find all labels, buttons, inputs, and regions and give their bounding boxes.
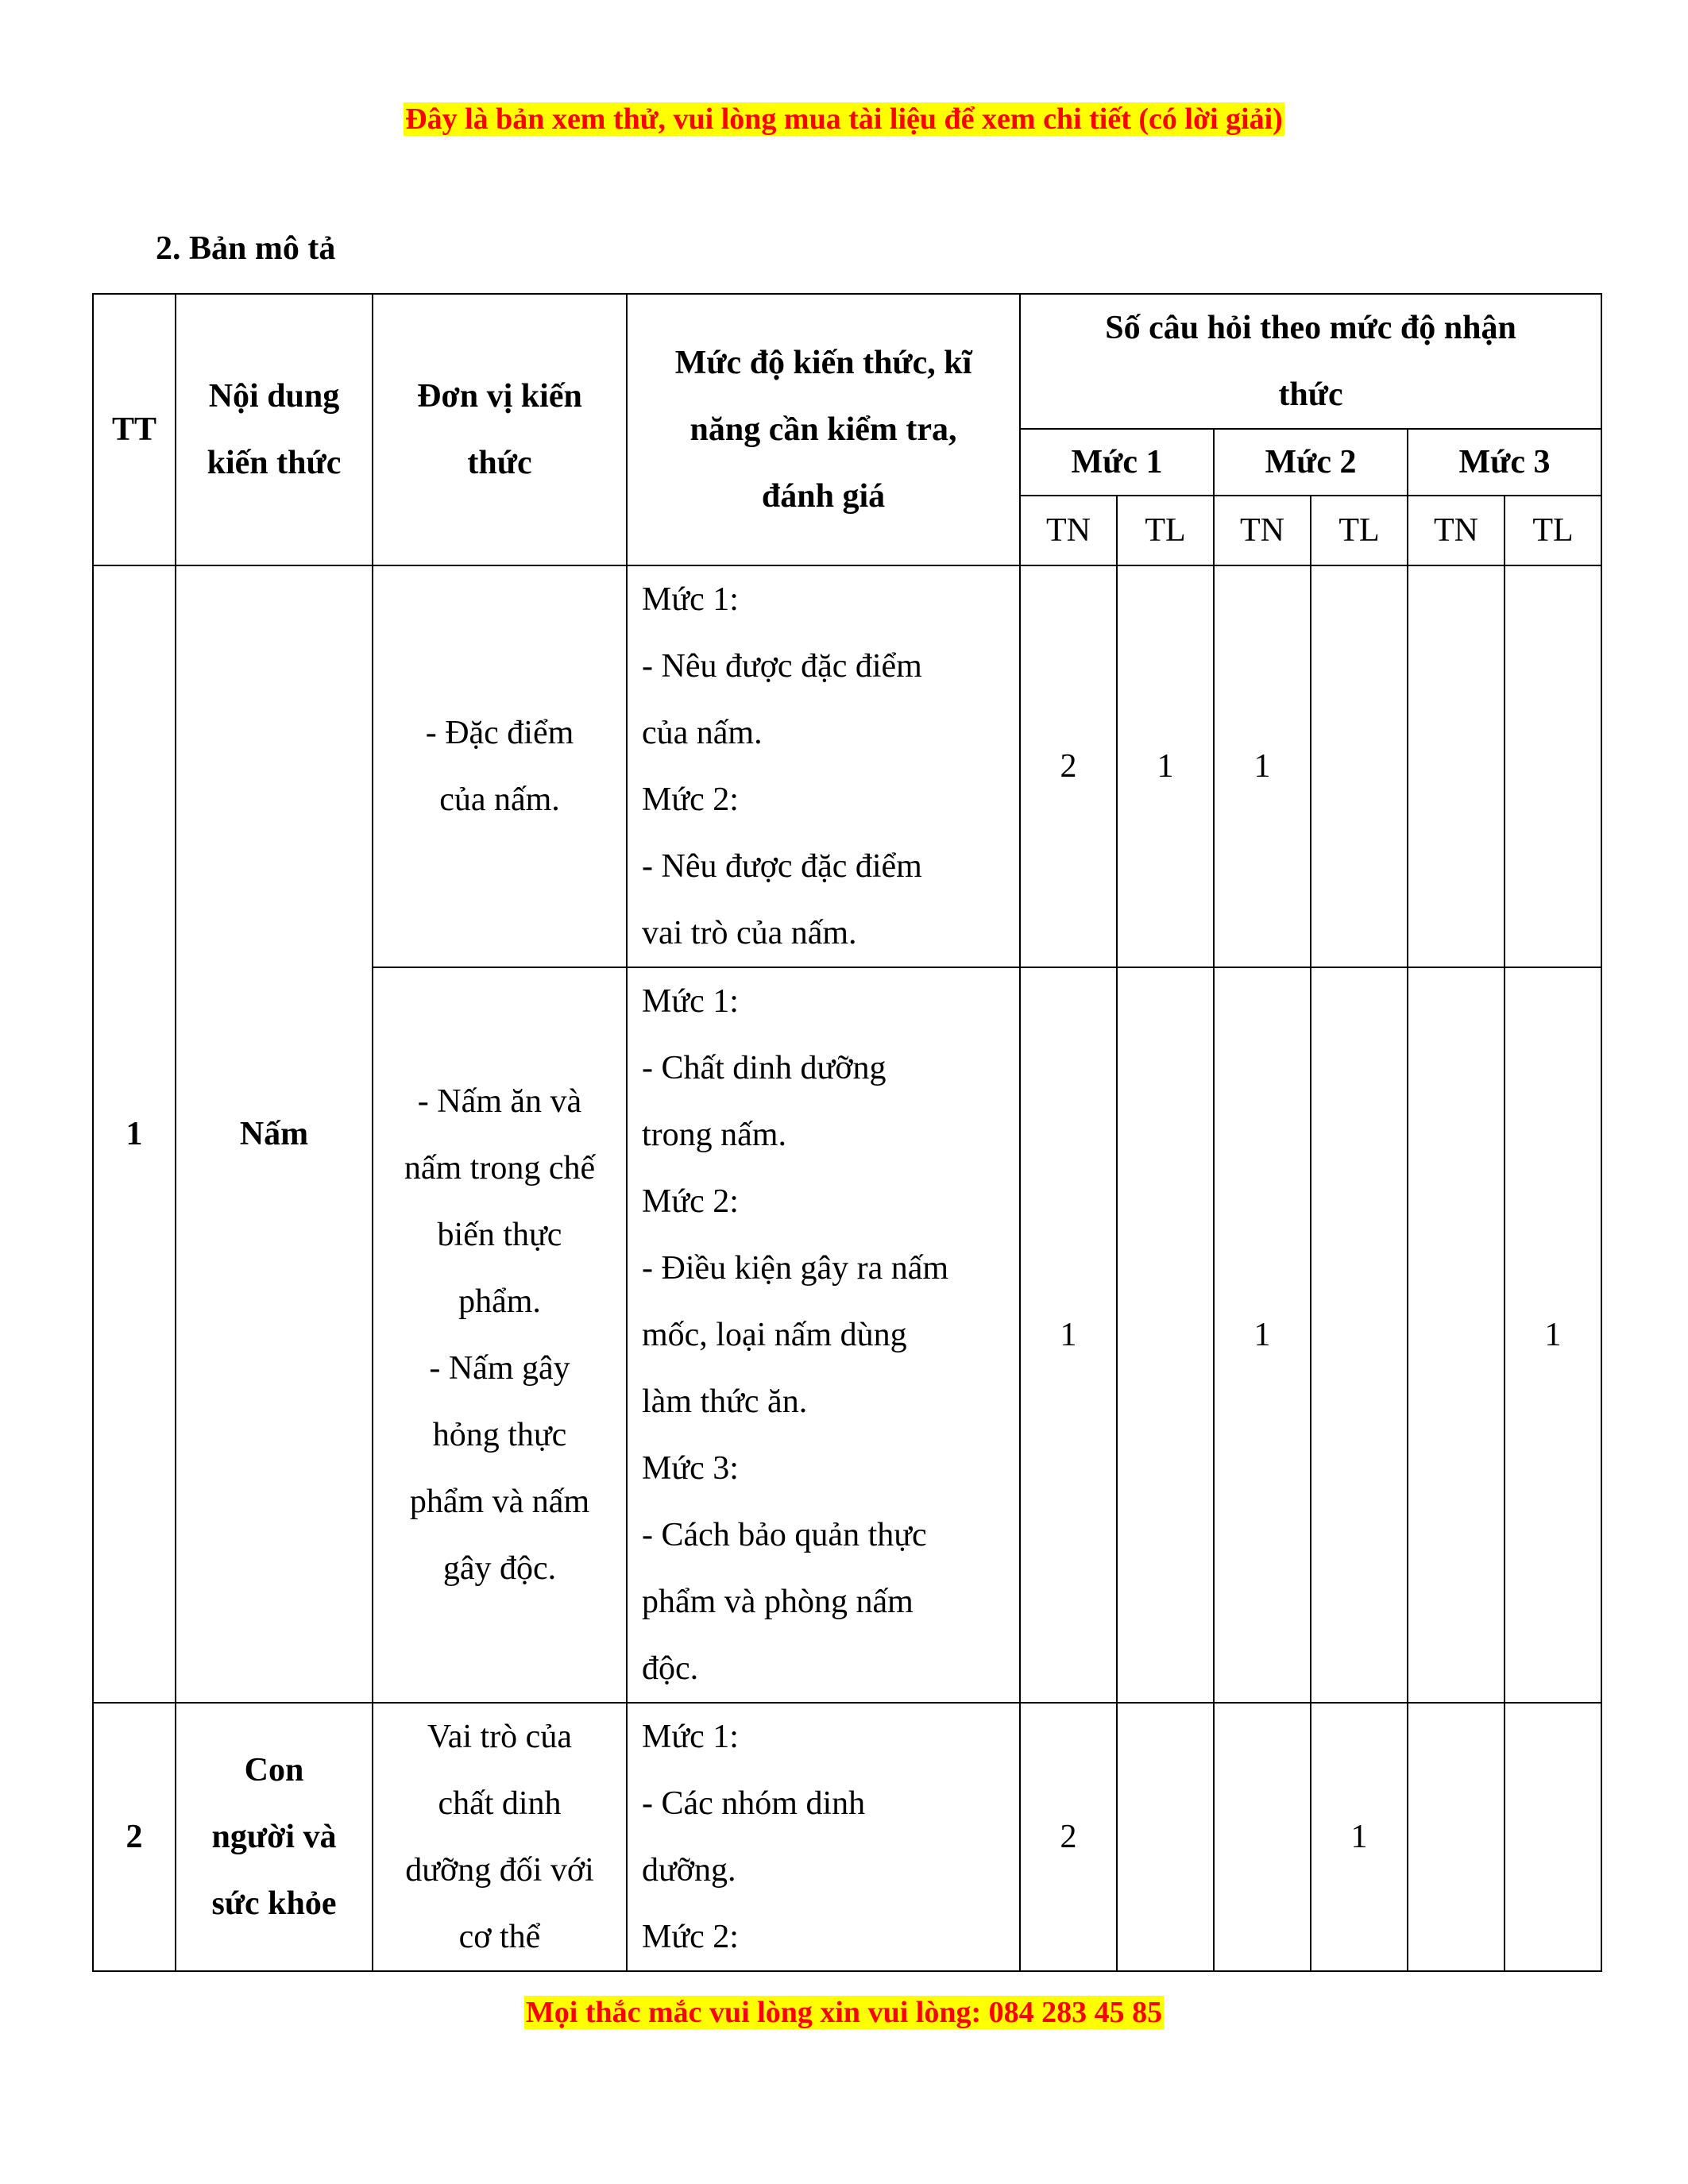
cell-count bbox=[1311, 565, 1408, 967]
unit-line: Vai trò của bbox=[427, 1719, 572, 1755]
unit-line: của nấm. bbox=[439, 781, 560, 818]
header-content bbox=[176, 294, 373, 565]
cell-unit bbox=[373, 1703, 627, 1971]
level-line: Mức 3: bbox=[642, 1450, 739, 1487]
unit-line: - Nấm ăn và bbox=[417, 1083, 582, 1120]
header-count-line: Số câu hỏi theo mức độ nhận bbox=[1105, 310, 1516, 346]
preview-notice-banner bbox=[0, 102, 1688, 137]
cell-count: 2 bbox=[1020, 565, 1117, 967]
unit-line: dưỡng đối với bbox=[405, 1852, 594, 1889]
cell-count: 1 bbox=[1214, 565, 1311, 967]
header-question-count bbox=[1020, 294, 1601, 429]
level-line: trong nấm. bbox=[642, 1117, 786, 1153]
unit-line: phẩm. bbox=[458, 1283, 541, 1320]
unit-line: nấm trong chế bbox=[404, 1150, 596, 1187]
cell-count bbox=[1505, 565, 1601, 967]
cell-level-description bbox=[627, 1703, 1020, 1971]
header-level-2: Mức 2 bbox=[1214, 429, 1408, 496]
cell-unit bbox=[373, 565, 627, 967]
contact-banner bbox=[0, 1995, 1688, 2030]
level-line: của nấm. bbox=[642, 715, 763, 751]
unit-line: gây độc. bbox=[442, 1550, 557, 1587]
cell-count: 1 bbox=[1311, 1703, 1408, 1971]
preview-notice-text: Đây là bản xem thử, vui lòng mua tài liệu để xem chi tiết (có lời giải) bbox=[405, 102, 1283, 136]
cell-count bbox=[1117, 967, 1214, 1703]
section-title: 2. Bản mô tả bbox=[156, 230, 336, 267]
level-line: - Các nhóm dinh bbox=[642, 1785, 866, 1822]
cell-count bbox=[1311, 967, 1408, 1703]
cell-count bbox=[1408, 1703, 1505, 1971]
header-level-3: Mức 3 bbox=[1408, 429, 1601, 496]
level-line: mốc, loại nấm dùng bbox=[642, 1317, 907, 1353]
header-level-line: đánh giá bbox=[761, 478, 886, 515]
cell-count bbox=[1117, 1703, 1214, 1971]
header-content-line: Nội dung bbox=[208, 378, 340, 415]
unit-line: chất dinh bbox=[438, 1785, 562, 1822]
unit-line: - Nấm gây bbox=[429, 1350, 570, 1387]
unit-line: - Đặc điểm bbox=[425, 715, 574, 751]
unit-line: cơ thể bbox=[458, 1919, 541, 1955]
header-unit-line: Đơn vị kiến bbox=[417, 378, 582, 415]
level-line: Mức 1: bbox=[642, 1719, 739, 1755]
contact-text: Mọi thắc mắc vui lòng xin vui lòng: 084 283 45 85 bbox=[525, 1996, 1163, 2029]
cell-tt: 1 bbox=[93, 565, 176, 1703]
content-line: Con bbox=[244, 1752, 304, 1788]
cell-level-description bbox=[627, 565, 1020, 967]
level-line: phẩm và phòng nấm bbox=[642, 1584, 914, 1620]
cell-count bbox=[1408, 565, 1505, 967]
header-level-line: năng cần kiểm tra, bbox=[689, 411, 957, 448]
cell-tt: 2 bbox=[93, 1703, 176, 1971]
header-row-main bbox=[93, 294, 1601, 429]
level-line: độc. bbox=[642, 1650, 699, 1687]
cell-count bbox=[1408, 967, 1505, 1703]
level-line: Mức 1: bbox=[642, 581, 739, 618]
specification-table bbox=[92, 293, 1602, 1972]
unit-line: hỏng thực bbox=[432, 1417, 567, 1453]
header-level-line: Mức độ kiến thức, kĩ bbox=[674, 345, 972, 381]
table-row bbox=[93, 1703, 1601, 1971]
level-line: - Nêu được đặc điểm bbox=[642, 648, 922, 685]
header-type: TL bbox=[1505, 496, 1601, 565]
header-type: TL bbox=[1117, 496, 1214, 565]
header-content-line: kiến thức bbox=[207, 445, 342, 481]
table-row bbox=[93, 565, 1601, 967]
cell-count: 1 bbox=[1214, 967, 1311, 1703]
header-type: TN bbox=[1214, 496, 1311, 565]
cell-count: 1 bbox=[1505, 967, 1601, 1703]
level-line: vai trò của nấm. bbox=[642, 915, 857, 951]
cell-level-description bbox=[627, 967, 1020, 1703]
level-line: - Cách bảo quản thực bbox=[642, 1517, 927, 1553]
header-level-description bbox=[627, 294, 1020, 565]
level-line: Mức 2: bbox=[642, 1183, 739, 1220]
level-line: Mức 1: bbox=[642, 983, 739, 1020]
content-line: người và bbox=[211, 1819, 337, 1855]
header-type: TN bbox=[1020, 496, 1117, 565]
level-line: - Nêu được đặc điểm bbox=[642, 848, 922, 885]
unit-line: phẩm và nấm bbox=[409, 1484, 590, 1520]
header-unit bbox=[373, 294, 627, 565]
cell-count: 2 bbox=[1020, 1703, 1117, 1971]
cell-count bbox=[1505, 1703, 1601, 1971]
header-count-line: thức bbox=[1278, 376, 1343, 413]
level-line: làm thức ăn. bbox=[642, 1383, 808, 1420]
cell-count: 1 bbox=[1020, 967, 1117, 1703]
cell-content bbox=[176, 1703, 373, 1971]
header-tt: TT bbox=[93, 294, 176, 565]
level-line: - Điều kiện gây ra nấm bbox=[642, 1250, 949, 1287]
level-line: - Chất dinh dưỡng bbox=[642, 1050, 886, 1086]
unit-line: biến thực bbox=[437, 1217, 562, 1253]
cell-count bbox=[1214, 1703, 1311, 1971]
level-line: dưỡng. bbox=[642, 1852, 736, 1889]
cell-content: Nấm bbox=[176, 565, 373, 1703]
cell-unit bbox=[373, 967, 627, 1703]
cell-count: 1 bbox=[1117, 565, 1214, 967]
level-line: Mức 2: bbox=[642, 781, 739, 818]
content-line: sức khỏe bbox=[211, 1885, 337, 1922]
header-type: TL bbox=[1311, 496, 1408, 565]
header-level-1: Mức 1 bbox=[1020, 429, 1214, 496]
level-line: Mức 2: bbox=[642, 1919, 739, 1955]
header-type: TN bbox=[1408, 496, 1505, 565]
header-unit-line: thức bbox=[467, 445, 532, 481]
